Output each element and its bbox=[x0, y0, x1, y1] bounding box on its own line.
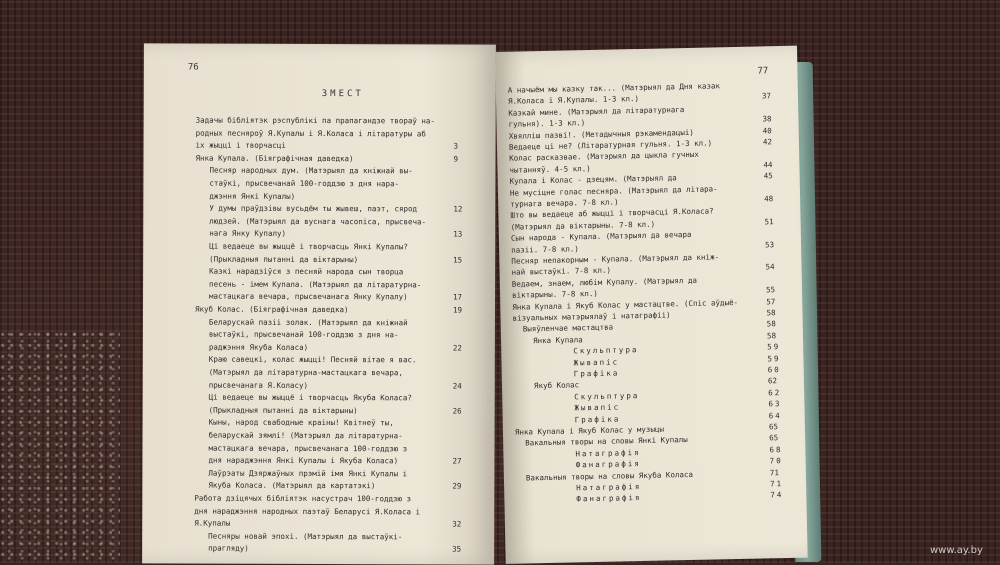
toc-entry bbox=[573, 353, 781, 368]
toc-entry bbox=[574, 410, 782, 425]
toc-entry bbox=[209, 418, 394, 429]
toc-entry bbox=[196, 128, 426, 139]
toc-entry-page: 54 bbox=[765, 262, 775, 272]
toc-entry bbox=[208, 481, 462, 492]
toc-entry-page: 70 bbox=[769, 456, 783, 466]
toc-entry-title: турнага вечара. 7-8 кл.) bbox=[510, 197, 619, 209]
toc-entry bbox=[209, 191, 295, 201]
toc-entry-page: 17 bbox=[453, 292, 463, 302]
toc-entry bbox=[574, 399, 782, 414]
toc-entry-title: Графіка bbox=[573, 368, 620, 379]
toc-entry-title: нага Янку Купалу) bbox=[209, 229, 287, 239]
toc-entry-page: 32 bbox=[452, 519, 462, 529]
toc-entry-page: 62 bbox=[768, 387, 782, 398]
toc-entry bbox=[209, 229, 463, 239]
toc-entry-title: Песняр народных дум. (Матэрыял да кніжнай вы- bbox=[209, 166, 413, 176]
toc-entry-title: Краю савецкі, колас жыцці! Песняй вітае я вас. bbox=[208, 355, 417, 365]
toc-entry-page: 71 bbox=[770, 479, 784, 489]
toc-entry-title: выстаўкі, прысвечанай 100-годдзю з дня на- bbox=[208, 329, 399, 340]
toc-entry-page: 65 bbox=[768, 422, 779, 432]
toc-entry-title: Што вы ведаеце аб жыцці і творчасці Я.Коласа? bbox=[510, 206, 714, 221]
toc-entry-title: Работа дзіцячых бібліятэк насустрач 100-годдзю з bbox=[194, 493, 412, 504]
toc-heading: ЗМЕСТ bbox=[321, 89, 364, 100]
toc-entry bbox=[575, 444, 783, 459]
toc-entry bbox=[508, 81, 720, 95]
toc-entry bbox=[512, 308, 776, 323]
toc-entry bbox=[194, 304, 463, 316]
toc-entry-title: Казкі нарадзіўся з песняй народа сын творца bbox=[209, 266, 404, 277]
toc-entry-page: 40 bbox=[762, 125, 772, 136]
toc-entry-page: 60 bbox=[767, 365, 781, 375]
toc-entry-title: (Прыкладныя пытанні да віктарыны) bbox=[208, 405, 358, 415]
toc-entry-page: 63 bbox=[768, 399, 782, 409]
toc-entry-page: 22 bbox=[452, 343, 462, 353]
toc-entry bbox=[209, 242, 408, 253]
toc-entry-title: Лаўрэаты Дзяржаўных прэмій імя Янкі Купалы і bbox=[208, 468, 408, 479]
toc-entry-title: Хвялліш пазві!. (Метадычныя рэкамендацыі) bbox=[508, 127, 694, 141]
toc-entry-title: Натаграфія bbox=[576, 482, 642, 493]
toc-entry-title: Натаграфія bbox=[575, 447, 641, 459]
toc-entry-title: мастацкага вечара, прысвечанага Янку Купалу) bbox=[209, 292, 408, 302]
toc-entry-title: Скульптура bbox=[574, 390, 640, 402]
toc-entry-title: Песняры новай эпохі. (Матэрыял да выстаўкі- bbox=[208, 531, 403, 542]
toc-entry bbox=[209, 330, 399, 341]
toc-entry bbox=[574, 387, 782, 402]
toc-entry-title: Якуб Колас bbox=[533, 380, 580, 391]
toc-entry-title: Беларускай пазіі золак. (Матэрыял да кніжнай bbox=[208, 317, 408, 327]
toc-entry-title: Ведаеце ці не? (Літаратурная гульня. 1-3 кл.) bbox=[508, 138, 713, 152]
toc-entry bbox=[196, 116, 435, 127]
toc-entry-title: стаўкі, прысвечанай 100-годдзю з дня нара- bbox=[209, 178, 400, 189]
toc-entry-title: пазіі. 7-8 кл.) bbox=[511, 243, 579, 255]
toc-entry-page: 65 bbox=[769, 433, 779, 443]
toc-entry bbox=[532, 330, 777, 346]
right-page-number: 77 bbox=[757, 66, 769, 77]
toc-entry bbox=[195, 153, 459, 164]
toc-entry-page: 51 bbox=[764, 216, 774, 227]
toc-entry-title: Фанаграфія bbox=[576, 493, 642, 504]
toc-entry-title: раджэння Якуба Коласа) bbox=[208, 342, 309, 352]
toc-entry-page: 37 bbox=[761, 91, 772, 101]
toc-entry bbox=[208, 455, 462, 467]
toc-entry-title: А начыём мы казку так... (Матэрыял да Дня казак bbox=[507, 81, 721, 95]
toc-entry-page: 58 bbox=[766, 330, 777, 341]
toc-entry-title: Ці ведаеце вы жыццё і творчасць Якуба Коласа? bbox=[208, 392, 412, 403]
toc-entry-page: 59 bbox=[767, 353, 781, 363]
toc-entry-page: 19 bbox=[452, 305, 463, 315]
toc-entry-title: родных песняроў Я.Купалы і Я.Коласа і літаратуры аб bbox=[195, 128, 426, 138]
toc-entry-page: 15 bbox=[453, 255, 463, 265]
toc-entry-page: 12 bbox=[453, 204, 463, 214]
toc-entry bbox=[511, 239, 775, 255]
toc-entry-title: Песняр непакорным - Купала. (Матэрыял да кніж- bbox=[511, 252, 720, 266]
toc-entry-page: 13 bbox=[453, 229, 463, 239]
toc-entry-title: Сын народа - Купала. (Матэрыял да вечара bbox=[510, 230, 692, 243]
toc-entry-title: Янка Купала bbox=[532, 335, 583, 346]
toc-entry bbox=[208, 342, 462, 353]
toc-entry bbox=[209, 368, 403, 379]
toc-entry bbox=[208, 468, 407, 479]
toc-entry-title: Якуб Колас. (Біяграфічная даведка) bbox=[194, 304, 349, 315]
toc-entry-page: 53 bbox=[764, 239, 775, 249]
toc-entry bbox=[208, 443, 407, 454]
toc-entry-title: (Прыкладныя пытанні да віктарыны) bbox=[209, 254, 359, 264]
toc-entry bbox=[195, 140, 459, 151]
toc-entry bbox=[209, 431, 403, 442]
frayed-cloth-edge bbox=[0, 330, 120, 563]
toc-entry-title: Колас расказвае. (Матэрыял да цыкла гучных bbox=[509, 150, 699, 164]
toc-entry-title: Скульптура bbox=[573, 345, 639, 356]
toc-entry-title: Казкай мине. (Матэрыял да літаратурнага bbox=[508, 104, 685, 118]
toc-entry-title: Янка Купала і Якуб Колас у мастацтве. (Спіс аўдыё- bbox=[512, 297, 739, 312]
toc-entry-page: 26 bbox=[452, 406, 462, 416]
toc-entry-page: 44 bbox=[763, 160, 773, 170]
toc-entry-page: 58 bbox=[766, 319, 776, 329]
toc-entry-page: 55 bbox=[765, 285, 776, 295]
toc-entry-page: 29 bbox=[452, 481, 462, 491]
toc-entry-title: (Матэрыял да віктарыны. 7-8 кл.) bbox=[510, 219, 656, 232]
toc-entry-page: 74 bbox=[770, 490, 784, 500]
toc-entry-title: У думы праўдзівы вусьдём ты жывеш, паэт, сярод bbox=[209, 203, 418, 214]
toc-entry-title: Вакальныя творы на словы Янкі Купалы bbox=[525, 435, 688, 448]
toc-entry-title: беларускай зямлі! (Матэрыял да літаратурна- bbox=[208, 430, 403, 441]
toc-entry bbox=[209, 393, 412, 404]
toc-entry-title: гульня). 1-3 кл.) bbox=[508, 118, 586, 129]
toc-entry bbox=[508, 114, 772, 130]
toc-entry bbox=[525, 467, 779, 483]
toc-entry-title: Жывапіс bbox=[574, 402, 621, 413]
toc-entry bbox=[209, 254, 463, 265]
toc-entry-page: 35 bbox=[452, 544, 462, 554]
toc-entry-page: 62 bbox=[767, 376, 778, 386]
toc-entry bbox=[512, 276, 697, 290]
toc-entry-title: Ці ведаеце вы жыццё і творчасць Янкі Купалы? bbox=[209, 241, 408, 252]
left-page-number: 76 bbox=[187, 62, 199, 73]
toc-entry bbox=[209, 166, 412, 177]
toc-entry bbox=[194, 518, 462, 529]
toc-entry bbox=[576, 490, 784, 504]
toc-entry bbox=[209, 279, 421, 290]
toc-entry-page: 24 bbox=[452, 381, 462, 391]
toc-entry bbox=[208, 380, 462, 391]
toc-entry bbox=[209, 355, 417, 366]
toc-entry-title: най выстаўкі. 7-8 кл.) bbox=[511, 266, 612, 278]
toc-entry-title: Янка Купала. (Біяграфічная даведка) bbox=[195, 153, 354, 163]
toc-entry bbox=[509, 150, 699, 164]
toc-entry-title: прысвечанага Я.Коласу) bbox=[208, 380, 309, 390]
toc-entry-title: людзей. (Матэрыял да вуснага часопіса, прысвеча- bbox=[209, 216, 427, 227]
toc-entry bbox=[209, 216, 426, 227]
toc-entry-title: Я.Купалы bbox=[194, 518, 231, 528]
toc-entry-title: Жывапіс bbox=[573, 357, 620, 368]
toc-entry-title: песень - імем Купала. (Матэрыял да літаратурна- bbox=[209, 279, 422, 290]
toc-entry bbox=[209, 203, 463, 215]
left-page bbox=[142, 43, 496, 564]
toc-entry bbox=[209, 317, 408, 328]
toc-entry-page: 45 bbox=[763, 171, 773, 181]
toc-entry-page: 64 bbox=[768, 410, 782, 420]
toc-entry bbox=[209, 292, 463, 303]
toc-entry bbox=[522, 319, 776, 335]
toc-entry-page: 71 bbox=[769, 467, 779, 477]
toc-entry-title: дня нараджэння народных паэтаў Беларусі Я.Коласа і bbox=[194, 506, 421, 516]
toc-entry-title: Задачы бібліятэк рэспублікі па прапагандзе твораў на- bbox=[195, 115, 435, 126]
toc-entry bbox=[208, 531, 402, 542]
toc-entry-title: іх жыцці і творчасці bbox=[195, 140, 286, 151]
toc-entry bbox=[575, 456, 783, 470]
toc-entry-title: Якуба Коласа. (Матэрыял да картатэкі) bbox=[208, 481, 376, 491]
open-booklet bbox=[143, 44, 815, 562]
toc-entry bbox=[194, 506, 420, 517]
toc-entry-title: Вакальныя творы на словы Якуба Коласа bbox=[525, 469, 694, 483]
toc-entry-page: 68 bbox=[769, 444, 783, 455]
toc-entry-title: візуальных матэрыялаў і натаграфіі) bbox=[512, 310, 671, 323]
toc-entry-title: прагляду) bbox=[208, 544, 249, 554]
toc-entry-title: Выяўленчае мастацтва bbox=[522, 322, 614, 334]
toc-entry-title: Ведаем, знаем, любім Купалу. (Матэрыял да bbox=[511, 275, 698, 289]
toc-entry-title: мастацкага вечара, прысвечанага 100-годдзю з bbox=[208, 443, 408, 453]
watermark: www.ay.by bbox=[930, 545, 983, 556]
toc-entry-title: Янка Купала і Якуб Колас у музыцы bbox=[514, 424, 665, 437]
toc-entry-page: 3 bbox=[453, 141, 459, 151]
toc-entry bbox=[511, 230, 692, 244]
toc-entry bbox=[194, 494, 411, 505]
toc-entry-title: Фанаграфія bbox=[575, 459, 641, 470]
toc-entry-page: 58 bbox=[766, 308, 776, 318]
toc-entry-title: Кыны, народ свабодные краіны! Квітнеў ты, bbox=[208, 418, 394, 428]
toc-entry-page: 27 bbox=[452, 456, 462, 466]
toc-entry bbox=[508, 105, 684, 119]
toc-entry bbox=[576, 479, 784, 493]
toc-entry-page: 42 bbox=[762, 137, 773, 147]
toc-entry-page: 59 bbox=[767, 342, 781, 352]
right-page bbox=[495, 46, 808, 564]
toc-entry-title: віктарыны. 7-8 кл.) bbox=[512, 289, 598, 300]
toc-entry bbox=[573, 365, 781, 379]
toc-entry-title: дня нараджэння Янкі Купалы і Якуба Коласа) bbox=[208, 455, 399, 466]
toc-entry bbox=[510, 194, 774, 209]
toc-entry bbox=[533, 376, 778, 392]
toc-entry-page: 9 bbox=[453, 154, 459, 164]
toc-entry-title: Графіка bbox=[574, 414, 621, 425]
toc-entry-title: Не мусіцне голас песняра. (Матэрыял да літара- bbox=[509, 183, 718, 198]
toc-entry bbox=[209, 267, 403, 278]
toc-entry bbox=[209, 179, 399, 190]
toc-entry bbox=[511, 262, 775, 278]
toc-entry bbox=[573, 342, 781, 356]
toc-entry-title: Я.Коласа і Я.Купалы. 1-3 кл.) bbox=[507, 94, 640, 107]
toc-entry bbox=[525, 433, 779, 448]
toc-entry-page: 57 bbox=[766, 296, 776, 306]
toc-entry-title: чытанняў. 4-5 кл.) bbox=[509, 163, 591, 175]
toc-entry-title: Купала і Колас - дзецям. (Матэрыял да bbox=[509, 173, 677, 186]
toc-entry bbox=[208, 544, 462, 554]
toc-entry-page: 38 bbox=[762, 114, 772, 124]
toc-entry-title: джэння Янкі Купалы) bbox=[209, 191, 296, 201]
toc-entry bbox=[208, 405, 462, 416]
toc-entry-page: 48 bbox=[764, 194, 774, 204]
toc-entry bbox=[509, 160, 773, 176]
toc-entry-title: (Матэрыял да літаратурна-мастацкага вечара, bbox=[208, 367, 403, 378]
